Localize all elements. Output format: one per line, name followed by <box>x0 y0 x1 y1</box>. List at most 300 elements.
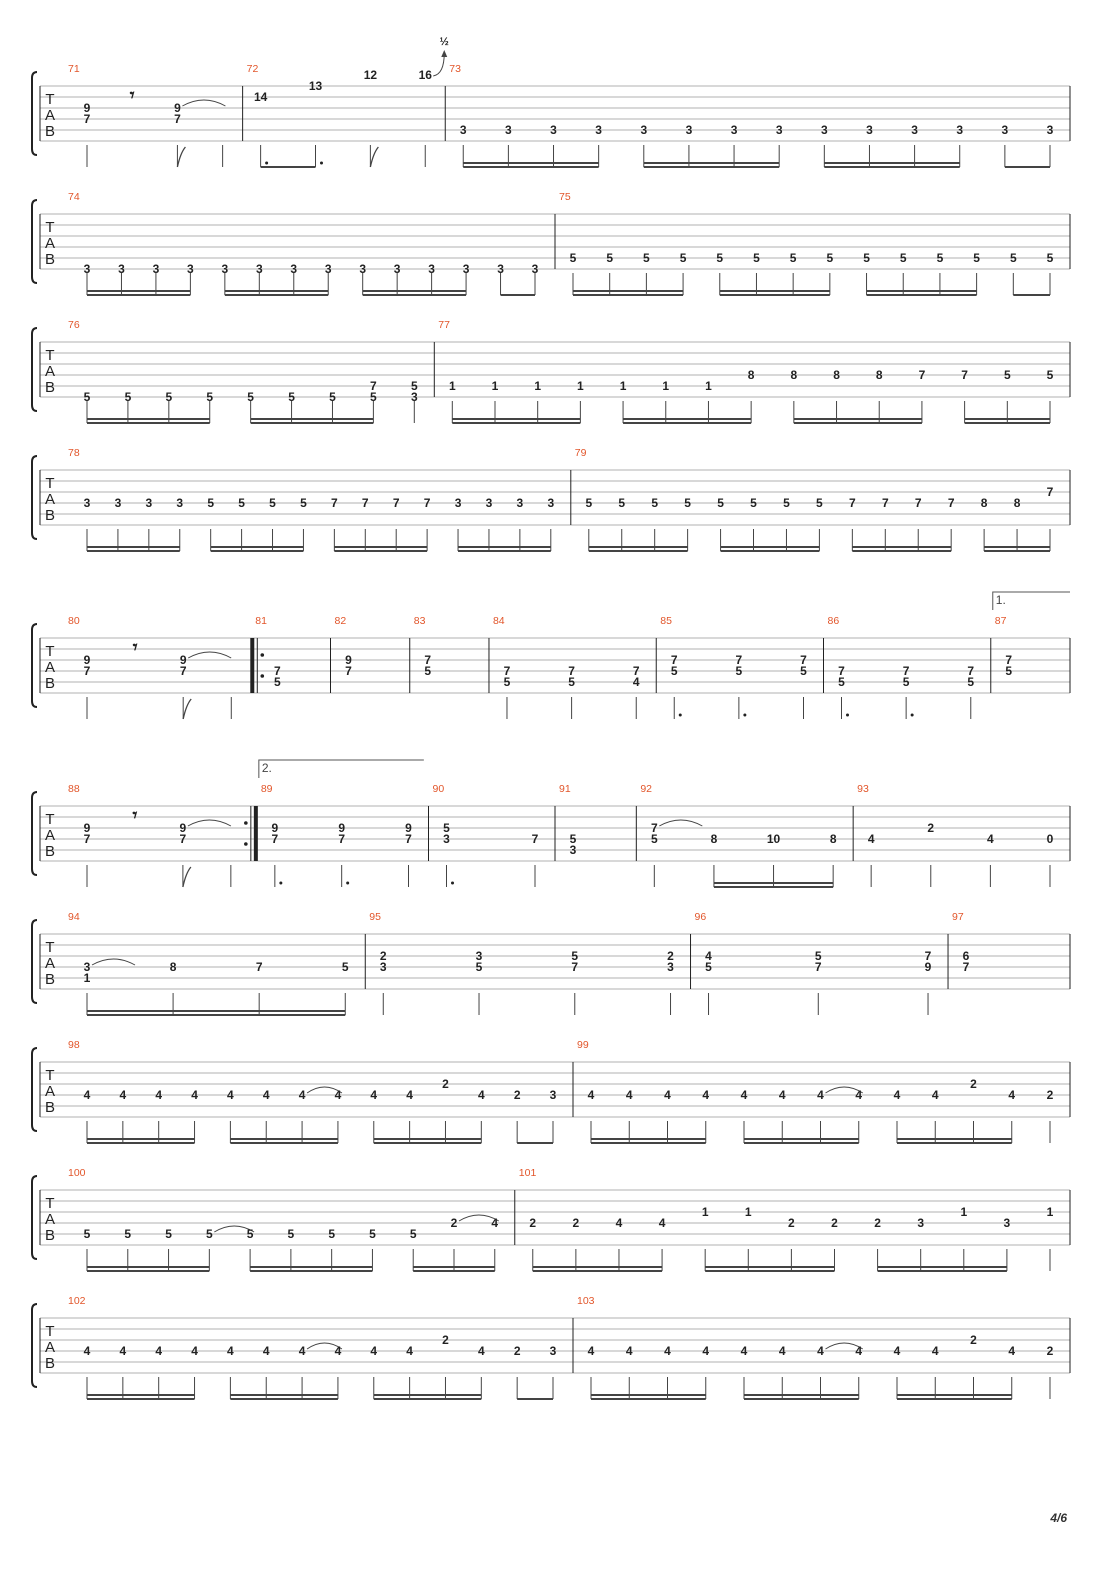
fret-number: 4 <box>625 1344 633 1358</box>
note-event <box>370 1088 377 1102</box>
fret-number: 3 <box>911 123 918 137</box>
tab-system <box>32 911 1070 1015</box>
note-event <box>331 496 338 510</box>
note-event <box>618 496 625 510</box>
fret-number: 2 <box>667 949 674 963</box>
measure-number: 72 <box>246 63 259 75</box>
tab-clef-letter: B <box>44 1355 56 1372</box>
measure-number: 86 <box>827 615 840 627</box>
fret-number: 2 <box>788 1216 795 1230</box>
tab-system <box>32 36 1070 167</box>
note-event <box>662 379 669 393</box>
measure-number: 79 <box>574 447 587 459</box>
fret-number: 4 <box>298 1088 306 1102</box>
measure-number: 100 <box>68 1167 86 1179</box>
fret-number: 5 <box>753 251 760 265</box>
repeat-dot <box>260 653 264 657</box>
fret-number: 3 <box>685 123 693 137</box>
note-event <box>970 1077 977 1091</box>
note-event <box>1005 653 1012 678</box>
fret-number: 8 <box>829 832 837 846</box>
measure-76 <box>68 319 418 423</box>
fret-number: 7 <box>650 821 658 835</box>
tab-system <box>32 1039 1070 1143</box>
fret-number: 5 <box>863 251 870 265</box>
fret-number: 7 <box>361 496 369 510</box>
fret-number: 2 <box>529 1216 537 1230</box>
note-event <box>568 664 575 719</box>
fret-number: 4 <box>119 1088 127 1102</box>
fret-number: 3 <box>550 123 557 137</box>
note-event <box>868 832 875 887</box>
note-event <box>788 1216 795 1230</box>
note-event <box>271 821 282 887</box>
fret-number: 4 <box>191 1344 198 1358</box>
note-event <box>342 960 349 974</box>
note-event <box>633 664 640 719</box>
measure-94 <box>68 911 349 1015</box>
note-event <box>191 1344 198 1358</box>
note-event <box>300 496 307 510</box>
fret-number: 1 <box>960 1205 968 1219</box>
fret-number: 0 <box>1046 832 1054 846</box>
note-event <box>585 496 592 510</box>
note-event <box>748 368 755 382</box>
fret-number: 4 <box>227 1344 234 1358</box>
fret-number: 7 <box>961 368 968 382</box>
measure-92 <box>636 783 836 887</box>
system-bracket <box>32 200 37 283</box>
fret-number: 3 <box>667 960 674 974</box>
note-event <box>1004 368 1011 382</box>
fret-number: 5 <box>238 496 245 510</box>
tie-arc <box>659 820 702 826</box>
fret-number: 4 <box>615 1216 623 1230</box>
fret-number: 2 <box>874 1216 881 1230</box>
fret-number: 14 <box>253 90 268 104</box>
note-event <box>84 653 91 719</box>
note-event <box>659 1216 666 1230</box>
tab-clef-letter: T <box>45 91 55 108</box>
fret-number: 3 <box>595 123 602 137</box>
measure-number: 77 <box>438 319 450 331</box>
note-event <box>328 1227 335 1241</box>
fret-number: 4 <box>740 1344 748 1358</box>
note-event <box>790 251 797 265</box>
fret-number: 5 <box>329 390 336 404</box>
note-event <box>664 1088 671 1102</box>
fret-number: 2 <box>572 1216 580 1230</box>
fret-number: 3 <box>290 262 298 276</box>
fret-number: 5 <box>1046 251 1054 265</box>
note-event <box>588 1088 595 1102</box>
fret-number: 3 <box>531 262 539 276</box>
note-event <box>827 251 834 265</box>
tab-system <box>32 319 1070 423</box>
note-event <box>274 664 281 689</box>
note-event <box>84 1088 91 1102</box>
rhythm-dot <box>320 162 323 165</box>
fret-number: 4 <box>778 1088 786 1102</box>
fret-number: 5 <box>300 496 307 510</box>
fret-number: 5 <box>124 1227 132 1241</box>
fret-number: 5 <box>716 251 724 265</box>
tie-arc <box>182 100 225 106</box>
fret-number: 4 <box>931 1088 939 1102</box>
fret-number: 7 <box>179 832 187 846</box>
note-event <box>702 1088 709 1102</box>
tab-clef-letter: T <box>45 1195 55 1212</box>
fret-number: 4 <box>587 1088 595 1102</box>
note-event <box>345 653 352 678</box>
fret-number: 3 <box>956 123 964 137</box>
note-event <box>442 1077 449 1091</box>
fret-number: 7 <box>571 960 579 974</box>
note-event <box>570 251 577 265</box>
fret-number: 3 <box>443 832 450 846</box>
fret-number: 7 <box>531 832 539 846</box>
fret-number: 1 <box>662 379 670 393</box>
fret-number: 2 <box>450 1216 458 1230</box>
fret-number: 4 <box>406 1088 413 1102</box>
fret-number: 5 <box>585 496 593 510</box>
note-event <box>1047 251 1054 265</box>
note-event <box>711 832 718 846</box>
note-event <box>961 368 968 382</box>
fret-number: 1 <box>705 379 712 393</box>
fret-number: 4 <box>334 1088 342 1102</box>
note-event <box>380 949 387 1015</box>
fret-number: 3 <box>83 960 91 974</box>
note-event <box>550 123 557 137</box>
fret-number: 5 <box>165 390 173 404</box>
measure-73 <box>445 63 1053 167</box>
fret-number: 4 <box>370 1088 378 1102</box>
fret-number: 1 <box>534 379 542 393</box>
fret-number: 4 <box>477 1344 485 1358</box>
fret-number: 7 <box>670 653 678 667</box>
note-event <box>849 496 856 510</box>
note-event <box>84 1344 91 1358</box>
fret-number: 3 <box>114 496 122 510</box>
tab-clef-letter: A <box>44 235 56 252</box>
measure-98 <box>68 1039 557 1143</box>
fret-number: 5 <box>443 821 450 835</box>
fret-number: 4 <box>625 1088 633 1102</box>
note-event <box>1010 251 1017 265</box>
fret-number: 2 <box>831 1216 838 1230</box>
note-event <box>664 1344 671 1358</box>
measure-number: 91 <box>559 783 571 795</box>
tab-clef-letter: B <box>44 843 56 860</box>
note-event <box>903 664 914 719</box>
note-event <box>84 821 91 887</box>
note-event <box>476 949 483 1015</box>
note-event <box>911 123 918 137</box>
fret-number: 5 <box>273 675 281 689</box>
fret-number: 2 <box>970 1333 977 1347</box>
note-event <box>927 821 934 887</box>
fret-number: 4 <box>893 1088 901 1102</box>
fret-number: 3 <box>176 496 184 510</box>
note-event <box>269 496 276 510</box>
fret-number: 7 <box>962 960 970 974</box>
tab-clef-letter: T <box>45 475 55 492</box>
note-event <box>486 496 493 510</box>
tab-system <box>32 447 1070 551</box>
measure-number: 78 <box>68 447 80 459</box>
system-bracket <box>32 624 37 707</box>
fret-number: 3 <box>1001 123 1009 137</box>
measure-number: 82 <box>334 615 347 627</box>
measure-80 <box>68 615 231 719</box>
fret-number: 7 <box>914 496 922 510</box>
fret-number: 4 <box>740 1088 748 1102</box>
note-event <box>419 36 449 167</box>
fret-number: 7 <box>370 379 377 393</box>
note-event <box>606 251 613 265</box>
note-event <box>1047 1088 1054 1102</box>
note-event <box>338 821 349 887</box>
fret-number: 8 <box>1013 496 1021 510</box>
note-event <box>643 251 650 265</box>
note-event <box>588 1344 595 1358</box>
system-bracket <box>32 456 37 539</box>
note-event <box>227 1344 234 1358</box>
note-event <box>460 123 467 137</box>
note-event <box>855 1344 862 1358</box>
fret-number: 9 <box>271 821 279 835</box>
note-event <box>180 820 231 887</box>
fret-number: 4 <box>155 1344 163 1358</box>
fret-number: 5 <box>207 496 215 510</box>
note-event <box>577 379 584 393</box>
measure-number: 83 <box>413 615 426 627</box>
fret-number: 4 <box>491 1216 499 1230</box>
note-event <box>155 1088 162 1102</box>
note-event <box>866 123 873 137</box>
note-event <box>504 664 511 719</box>
fret-number: 3 <box>454 496 462 510</box>
fret-number: 5 <box>684 496 691 510</box>
note-event <box>532 832 539 887</box>
fret-number: 7 <box>1046 485 1054 499</box>
note-event <box>815 949 822 1015</box>
fret-number: 5 <box>800 664 807 678</box>
tab-clef-letter: T <box>45 219 55 236</box>
note-event <box>491 1216 498 1230</box>
measure-number: 80 <box>68 615 80 627</box>
measure-number: 93 <box>857 783 869 795</box>
fret-number: 5 <box>83 390 91 404</box>
note-event <box>449 379 456 393</box>
fret-number: 9 <box>83 101 91 115</box>
note-event <box>424 496 431 510</box>
tab-system <box>32 760 1070 887</box>
note-event <box>821 123 828 137</box>
fret-number: 4 <box>83 1088 91 1102</box>
fret-number: 3 <box>549 1344 557 1358</box>
fret-number: 5 <box>826 251 834 265</box>
rhythm-dot <box>265 162 268 165</box>
fret-number: 3 <box>475 949 483 963</box>
note-event <box>478 1344 485 1358</box>
note-event <box>335 1344 342 1358</box>
fret-number: 5 <box>651 496 659 510</box>
tie-arc <box>188 820 231 826</box>
note-event <box>894 1344 901 1358</box>
note-event <box>534 379 541 393</box>
tie-arc <box>92 959 135 965</box>
fret-number: 5 <box>1003 368 1011 382</box>
tab-clef-letter: T <box>45 1323 55 1340</box>
note-event <box>776 123 783 137</box>
note-event <box>442 1333 449 1347</box>
note-event <box>925 949 932 1015</box>
fret-number: 5 <box>269 496 276 510</box>
note-event <box>505 123 512 137</box>
note-event <box>369 1227 376 1241</box>
fret-number: 7 <box>848 496 856 510</box>
fret-number: 4 <box>370 1344 378 1358</box>
measure-101 <box>515 1167 1054 1271</box>
measure-97 <box>948 911 970 989</box>
tab-clef-letter: A <box>44 1211 56 1228</box>
tab-clef-letter: T <box>45 347 55 364</box>
measure-90 <box>429 783 539 887</box>
note-event <box>1047 1344 1054 1358</box>
fret-number: 5 <box>750 496 757 510</box>
fret-number: 3 <box>428 262 435 276</box>
eighth-rest-icon: 𝄾 <box>132 637 138 657</box>
fret-number: 4 <box>262 1088 270 1102</box>
note-event <box>716 251 723 265</box>
note-event <box>207 496 214 510</box>
fret-number: 3 <box>775 123 783 137</box>
fret-number: 7 <box>273 664 281 678</box>
note-flag <box>177 147 185 167</box>
measure-87 <box>991 592 1070 693</box>
fret-number: 4 <box>1008 1088 1016 1102</box>
note-event <box>411 379 418 404</box>
fret-number: 3 <box>221 262 229 276</box>
fret-number: 2 <box>927 821 935 835</box>
note-flag <box>183 867 191 887</box>
tab-clef-letter: A <box>44 107 56 124</box>
measure-number: 99 <box>577 1039 589 1051</box>
note-event <box>963 949 970 974</box>
note-event <box>1008 1344 1015 1358</box>
fret-number: 5 <box>475 960 483 974</box>
note-event <box>876 368 883 382</box>
measure-number: 87 <box>994 615 1007 627</box>
fret-number: 4 <box>632 675 640 689</box>
note-event <box>800 653 807 719</box>
fret-number: 9 <box>83 653 91 667</box>
measure-number: 96 <box>694 911 707 923</box>
measure-72 <box>243 36 449 167</box>
fret-number: 8 <box>169 960 177 974</box>
fret-number: 7 <box>179 664 187 678</box>
fret-number: 4 <box>855 1088 863 1102</box>
note-event <box>517 496 524 510</box>
fret-number: 7 <box>632 664 640 678</box>
note-event <box>863 251 870 265</box>
fret-number: 5 <box>370 390 377 404</box>
fret-number: 3 <box>820 123 828 137</box>
fret-number: 7 <box>902 664 910 678</box>
note-event <box>1014 496 1021 510</box>
note-event <box>680 251 687 265</box>
fret-number: 5 <box>124 390 132 404</box>
note-event <box>570 832 577 857</box>
measure-number: 81 <box>255 615 267 627</box>
fret-number: 4 <box>855 1344 863 1358</box>
fret-number: 7 <box>924 949 932 963</box>
measure-74 <box>68 191 539 295</box>
note-event <box>263 1344 270 1358</box>
fret-number: 3 <box>255 262 263 276</box>
fret-number: 5 <box>679 251 687 265</box>
rhythm-dot <box>279 882 282 885</box>
fret-number: 5 <box>1009 251 1017 265</box>
note-event <box>767 832 781 846</box>
fret-number: 5 <box>936 251 944 265</box>
note-event <box>915 496 922 510</box>
note-event <box>370 379 377 404</box>
note-event <box>790 368 797 382</box>
fret-number: 4 <box>664 1088 671 1102</box>
measure-number: 90 <box>432 783 445 795</box>
tab-clef-letter: T <box>45 643 55 660</box>
note-event <box>406 1344 413 1358</box>
measure-102 <box>68 1295 557 1399</box>
fret-number: 7 <box>568 664 575 678</box>
fret-number: 2 <box>379 949 387 963</box>
note-event <box>1004 1216 1011 1230</box>
measure-number: 92 <box>640 783 653 795</box>
rhythm-dot <box>346 882 349 885</box>
note-event <box>783 496 790 510</box>
note-event <box>478 1088 485 1102</box>
note-event <box>1047 368 1054 382</box>
note-event <box>973 251 980 265</box>
fret-number: 7 <box>392 496 400 510</box>
fret-number: 7 <box>1005 653 1013 667</box>
fret-number: 3 <box>1003 1216 1011 1230</box>
tab-system <box>32 191 1070 295</box>
note-event <box>833 368 840 382</box>
system-bracket <box>32 920 37 1003</box>
fret-number: 3 <box>118 262 125 276</box>
fret-number: 7 <box>271 832 279 846</box>
fret-number: 5 <box>783 496 790 510</box>
fret-number: 1 <box>491 379 499 393</box>
note-event <box>1047 1205 1054 1219</box>
rhythm-dot <box>679 714 682 717</box>
note-event <box>120 1344 127 1358</box>
note-event <box>900 251 907 265</box>
ending-label: 1. <box>995 593 1006 607</box>
note-event <box>1002 123 1009 137</box>
measure-number: 75 <box>559 191 571 203</box>
fret-number: 5 <box>206 390 214 404</box>
fret-number: 5 <box>902 675 910 689</box>
tab-clef-letter: A <box>44 1083 56 1100</box>
note-event <box>170 960 177 974</box>
note-flag <box>370 147 378 167</box>
note-event <box>651 496 658 510</box>
